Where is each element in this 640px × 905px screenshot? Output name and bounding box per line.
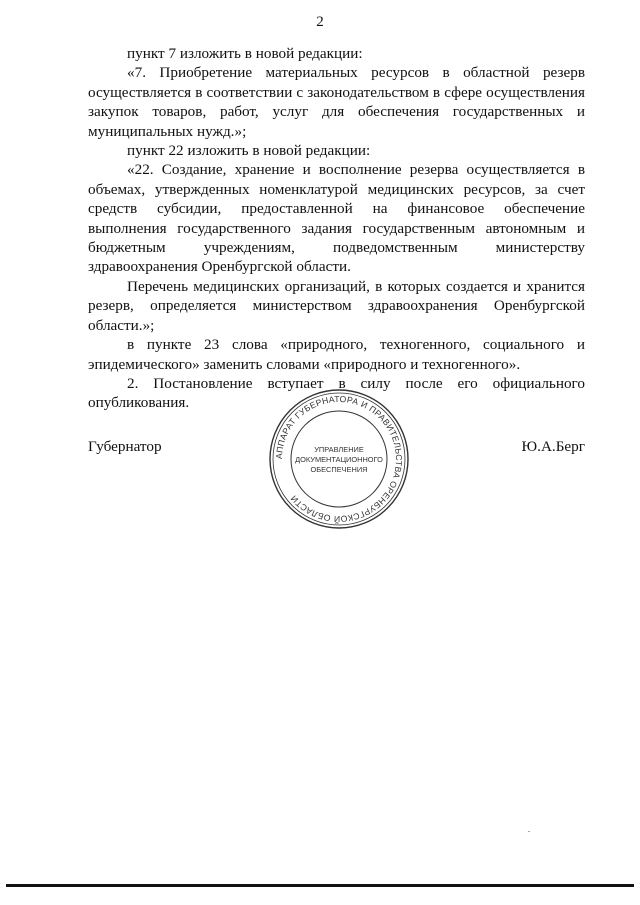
paragraph: 2. Постановление вступает в силу после его официального опубликования. xyxy=(88,374,585,412)
page-number: 2 xyxy=(316,14,324,30)
bottom-rule xyxy=(6,884,634,887)
signatory-name: Ю.А.Берг xyxy=(521,438,585,455)
seal-center-line: ОБЕСПЕЧЕНИЯ xyxy=(310,465,368,474)
paragraph: Перечень медицинских организаций, в которых создается и хранится резерв, определяется министерством здравоохранения Оренбургской области.»; xyxy=(88,277,585,334)
signatory-position: Губернатор xyxy=(88,438,162,455)
paragraph: «22. Создание, хранение и восполнение резерва осуществляется в объемах, утвержденных номенклатурой медицинских ресурсов, за счет средств субсидии, предоставленной на финансовое обеспечение выполнения государственного задания государственным автономным и бюджетным учреждениям, подведомственным министерству здравоохранения Оренбургской области. xyxy=(88,161,585,276)
seal-ring-text: АППАРАТ ГУБЕРНАТОРА И ПРАВИТЕЛЬСТВА ОРЕНБУРГСКОЙ ОБЛАСТИ xyxy=(273,393,405,525)
paragraph: пункт 7 изложить в новой редакции: xyxy=(127,45,363,62)
official-seal xyxy=(268,388,410,530)
seal-center-line: ДОКУМЕНТАЦИОННОГО xyxy=(295,455,383,464)
paragraph: «7. Приобретение материальных ресурсов в областной резерв осуществляется в соответствии с законодательством в сфере осуществления закупок товаров, работ, услуг для обеспечения государственных и муниципальных нужд.»; xyxy=(88,64,585,140)
paragraph: пункт 22 изложить в новой редакции: xyxy=(127,142,371,160)
scan-speck xyxy=(528,831,530,832)
document-body xyxy=(88,44,585,413)
seal-center-line: УПРАВЛЕНИЕ xyxy=(314,445,364,454)
paragraph: в пункте 23 слова «природного, техногенного, социального и эпидемического» заменить словами «природного и техногенного». xyxy=(88,336,585,373)
